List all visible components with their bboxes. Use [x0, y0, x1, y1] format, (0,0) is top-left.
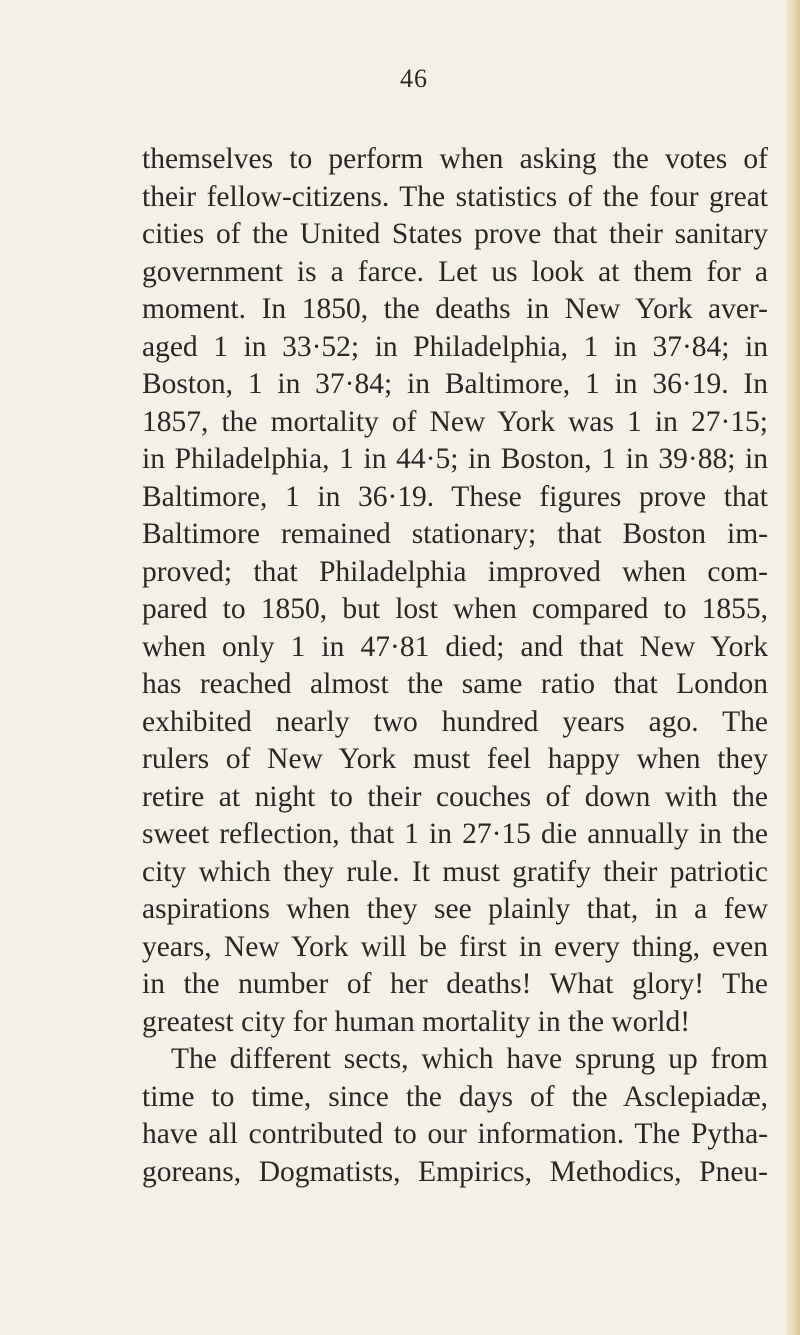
text-line: retire at night to their couches of down with the: [142, 780, 768, 813]
text-line: in the number of her deaths! What glory! The: [142, 968, 768, 1000]
text-line: sweet reflection, that 1 in 27·15 die annually in the: [142, 818, 768, 850]
text-line: The different sects, which have sprung up from: [171, 1043, 768, 1075]
text-line: time to time, since the days of the Asclepiadæ,: [142, 1080, 768, 1113]
text-line: rulers of New York must feel happy when they: [142, 743, 768, 775]
text-line: have all contributed to our information. The Pytha-: [142, 1118, 768, 1150]
text-line: proved; that Philadelphia improved when com-: [142, 555, 768, 588]
text-line: pared to 1850, but lost when compared to 1855,: [142, 593, 768, 625]
text-line: exhibited nearly two hundred years ago. The: [142, 705, 768, 738]
text-line: has reached almost the same ratio that London: [142, 668, 768, 700]
text-line: aged 1 in 33·52; in Philadelphia, 1 in 37·84; in: [142, 330, 768, 363]
body-text: [142, 141, 768, 1191]
text-line: years, New York will be first in every thing, even: [142, 930, 768, 963]
text-line: greatest city for human mortality in the world!: [142, 1005, 691, 1038]
text-line: Baltimore remained stationary; that Boston im-: [142, 518, 768, 550]
text-line: aspirations when they see plainly that, in a few: [142, 893, 768, 925]
page-edge: [786, 0, 800, 1335]
text-line: Baltimore, 1 in 36·19. These figures prove that: [142, 480, 768, 513]
text-line: city which they rule. It must gratify their patriotic: [142, 855, 768, 888]
text-line: cities of the United States prove that their sanitary: [142, 218, 768, 250]
text-line: moment. In 1850, the deaths in New York aver-: [142, 293, 768, 325]
text-line: Boston, 1 in 37·84; in Baltimore, 1 in 36·19. In: [142, 368, 768, 400]
page-number: 46: [400, 64, 428, 93]
text-line: their fellow-citizens. The statistics of the four great: [142, 180, 768, 213]
text-line: goreans, Dogmatists, Empirics, Methodics, Pneu-: [142, 1155, 768, 1188]
text-line: 1857, the mortality of New York was 1 in 27·15;: [142, 405, 768, 438]
text-line: government is a farce. Let us look at them for a: [142, 255, 768, 288]
text-line: when only 1 in 47·81 died; and that New York: [142, 630, 768, 663]
text-line: in Philadelphia, 1 in 44·5; in Boston, 1 in 39·88; in: [142, 443, 768, 475]
text-line: themselves to perform when asking the votes of: [142, 143, 768, 175]
